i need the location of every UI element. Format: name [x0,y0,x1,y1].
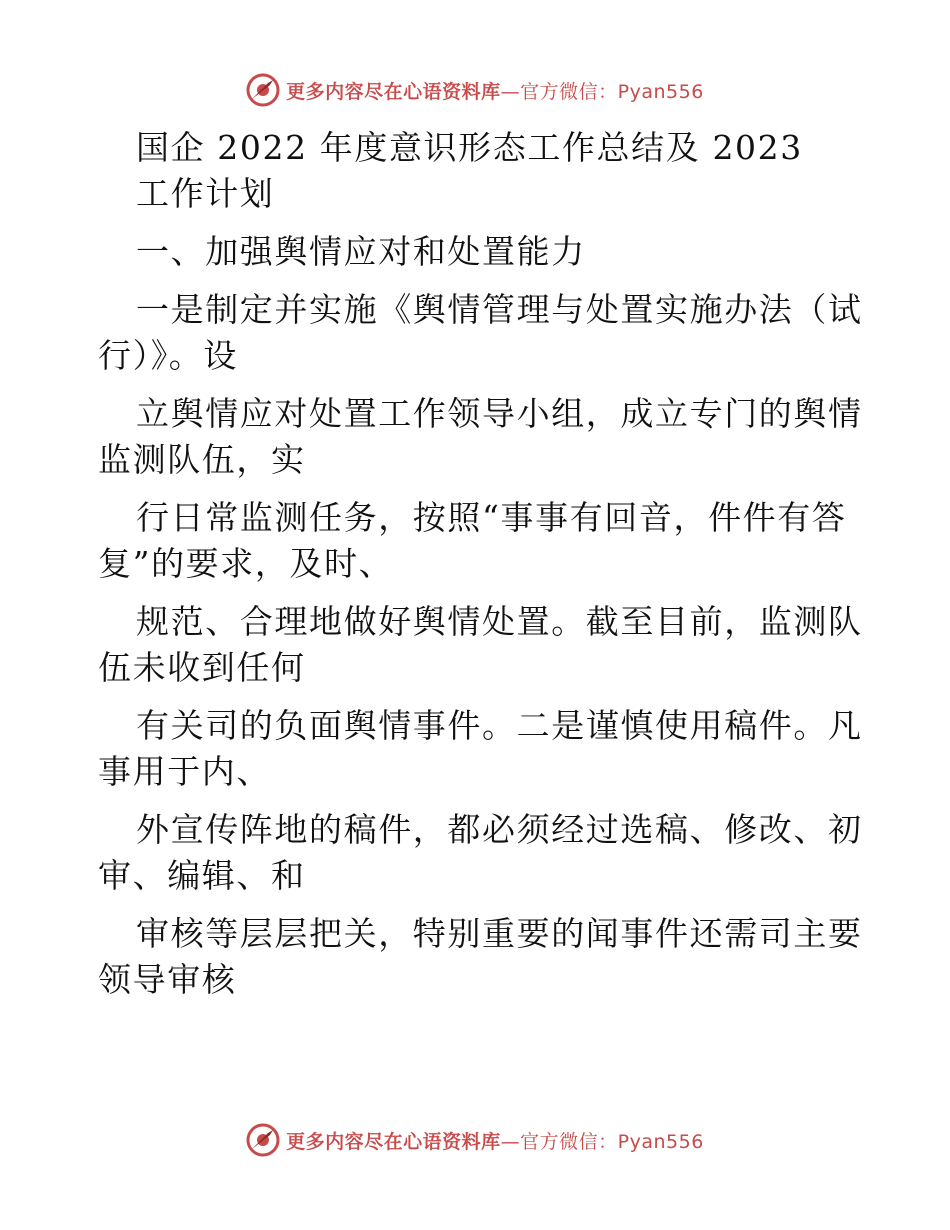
watermark-text [286,77,704,104]
doc-line: 有关司的负面舆情事件。二是谨慎使用稿件。凡 [136,706,863,745]
brand-logo-icon [246,1123,280,1157]
doc-line: 外宣传阵地的稿件，都必须经过选稿、修改、初 [136,810,863,849]
doc-line: 事用于内、 [98,752,271,791]
doc-line-title-2: 工作计划 [136,174,275,213]
watermark-text [286,1127,704,1154]
doc-line: 行）》。设 [98,336,238,375]
doc-line: 审核等层层把关，特别重要的闻事件还需司主要 [136,914,863,953]
watermark-footer [0,1118,950,1162]
brand-logo-icon [246,73,280,107]
doc-line: 立舆情应对处置工作领导小组，成立专门的舆情 [136,394,863,433]
watermark-main-text: 更多内容尽在心语资料库 [286,80,501,103]
doc-line: 审、编辑、和 [98,856,306,895]
watermark-main-text: 更多内容尽在心语资料库 [286,1130,501,1153]
doc-line: 伍未收到任何 [98,648,306,687]
watermark-wechat-text: 官方微信：Pyan556 [520,1130,704,1153]
watermark-wechat-text: 官方微信：Pyan556 [520,80,704,103]
doc-line-heading: 一、加强舆情应对和处置能力 [136,232,586,271]
doc-line: 监测队伍，实 [98,440,306,479]
watermark-separator: — [500,1130,521,1153]
doc-line: 规范、合理地做好舆情处置。截至目前，监测队 [136,602,863,641]
doc-line: 复”的要求，及时、 [98,544,394,583]
doc-line: 领导审核 [98,960,237,999]
doc-line: 行日常监测任务，按照“事事有回音，件件有答 [136,498,847,537]
watermark-header [0,68,950,112]
doc-line: 一是制定并实施《舆情管理与处置实施办法（试 [136,290,863,329]
watermark-separator: — [500,80,521,103]
document-body [98,125,863,1003]
doc-line-title-1: 国企 2022 年度意识形态工作总结及 2023 [136,128,803,167]
